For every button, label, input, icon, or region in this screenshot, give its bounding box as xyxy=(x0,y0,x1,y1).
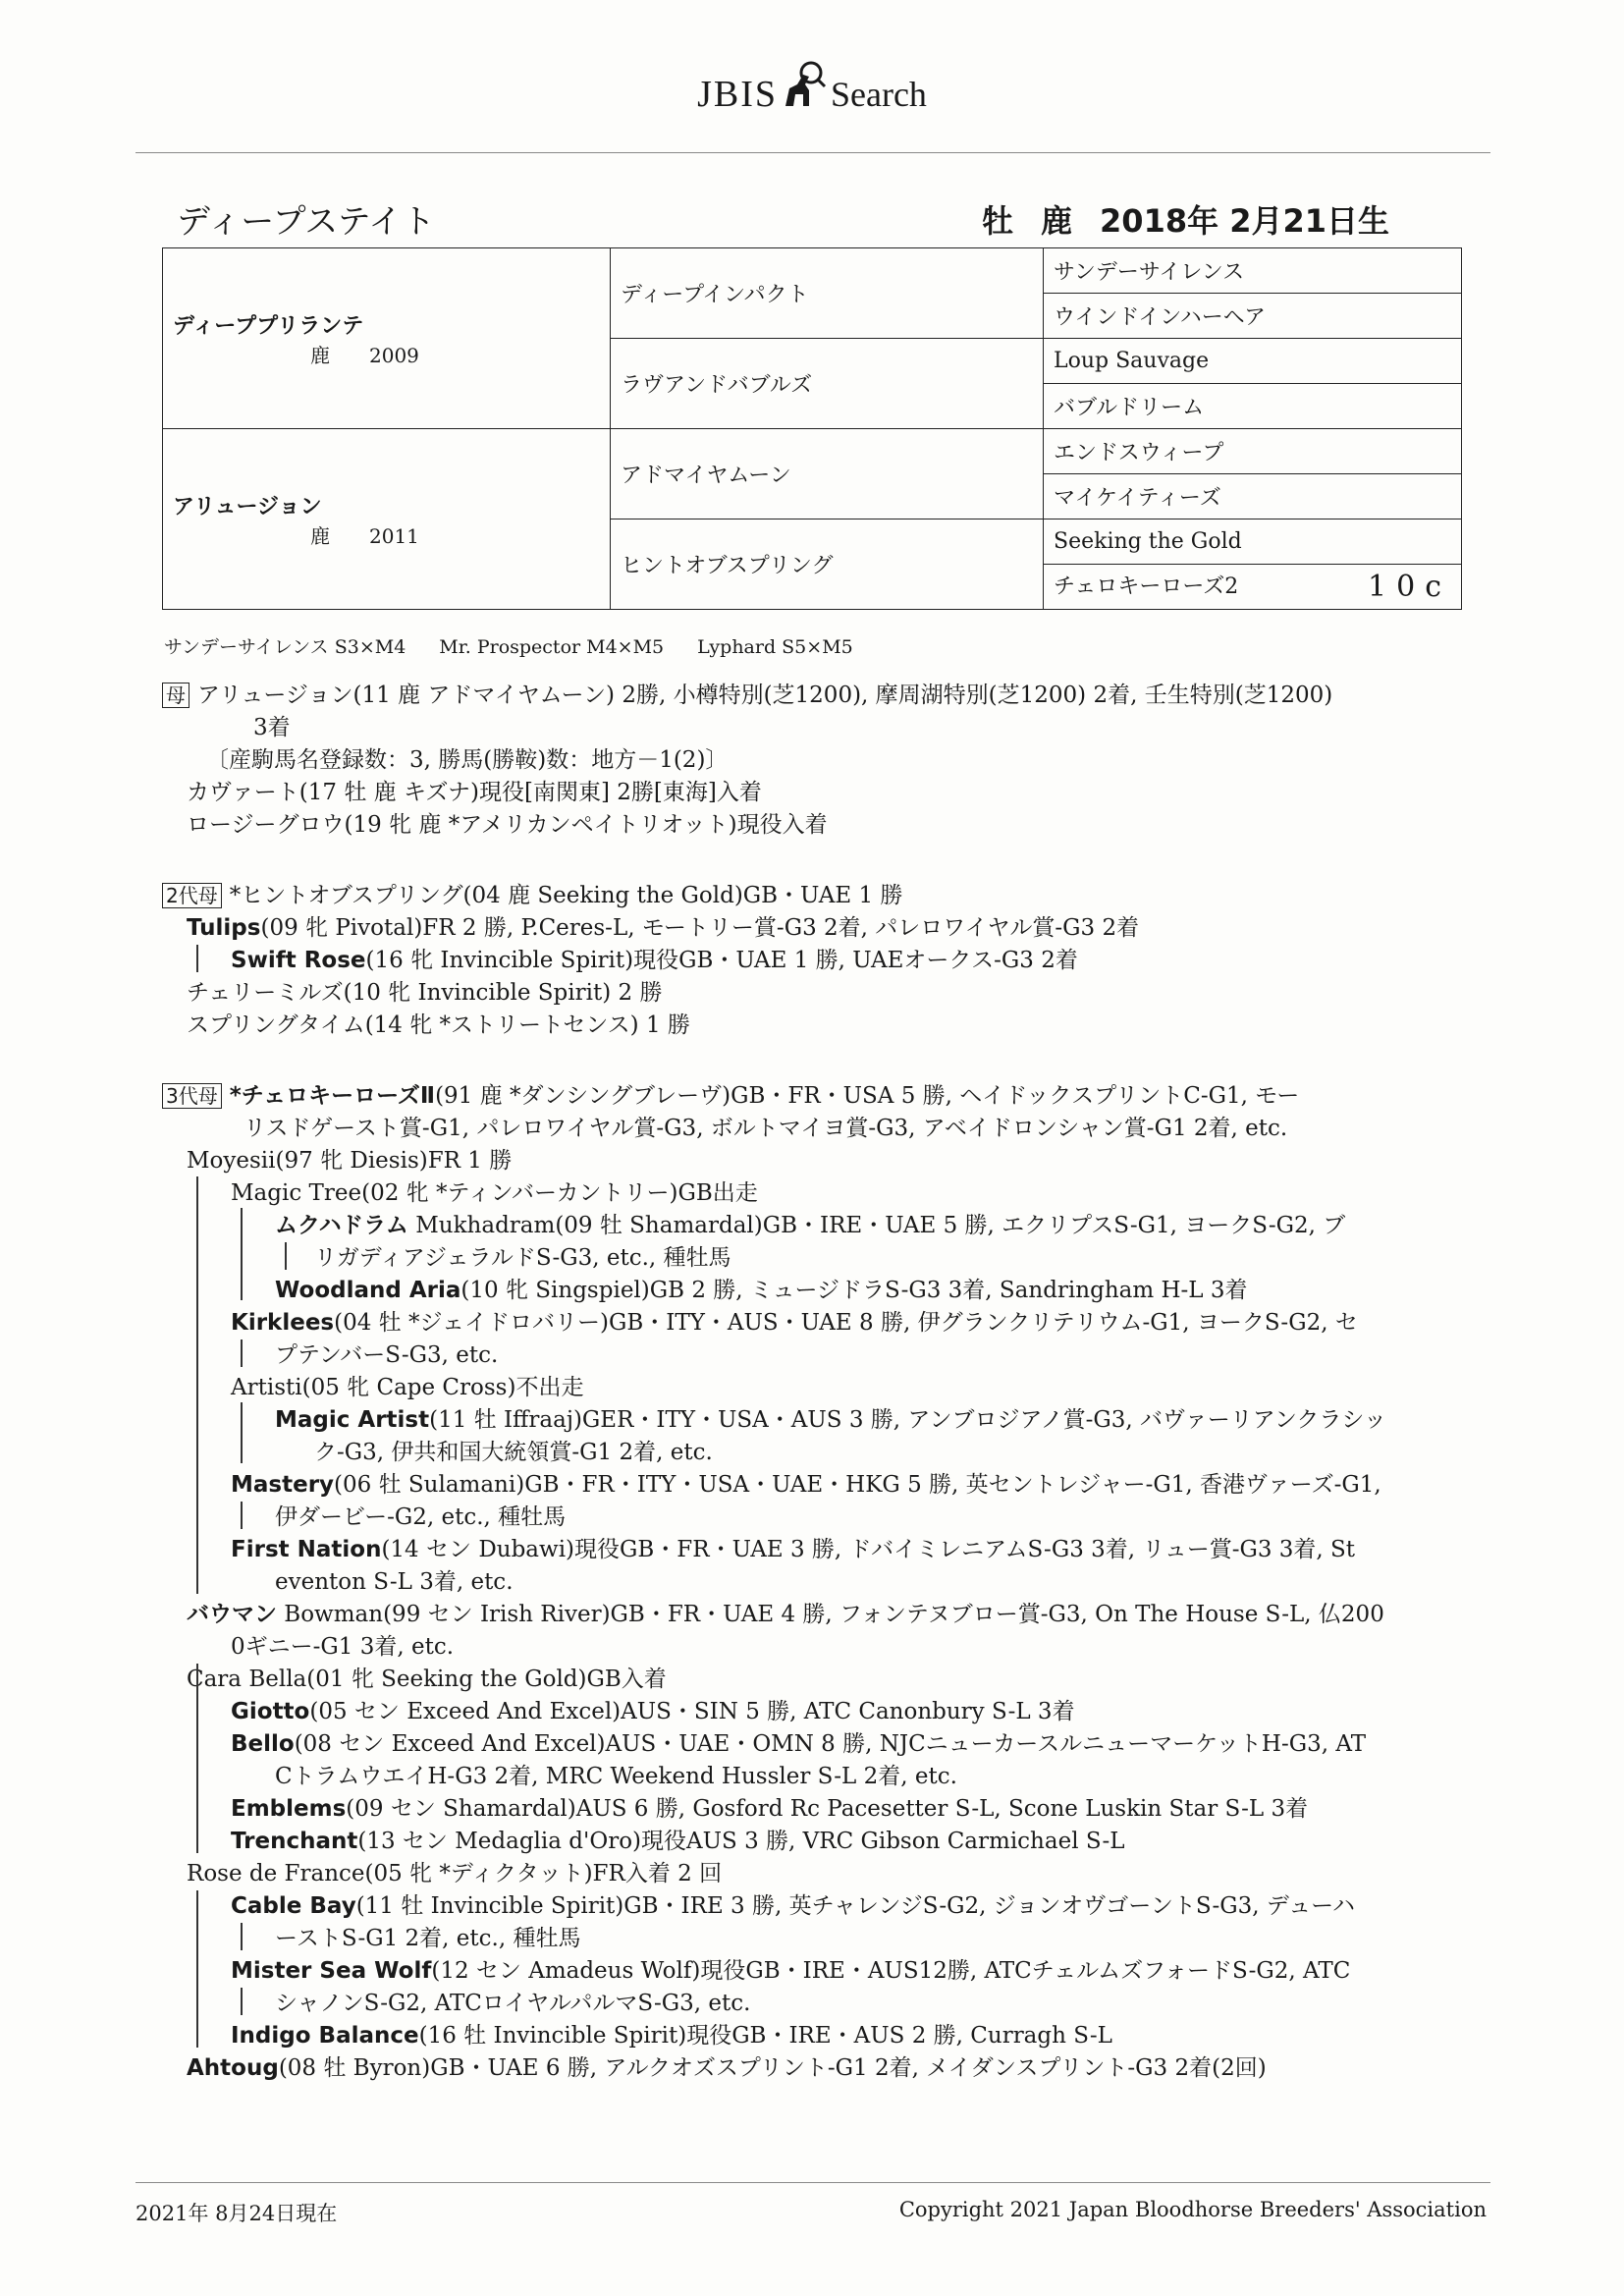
g3-line: Bowman(99 セン Irish River)GB・FR・UAE 4 勝, フォンテヌブロー賞-G3, On The House S-L, 仏200 xyxy=(277,1602,1384,1627)
gen3-cell xyxy=(1044,565,1462,610)
g3-line: (06 牡 Sulamani)GB・FR・ITY・USA・UAE・HKG 5 勝, 英セントレジャー-G1, 香港ヴァーズ-G1, xyxy=(334,1472,1381,1498)
g2-black-type: Tulips xyxy=(187,915,261,941)
jbis-search-logo xyxy=(0,61,1624,116)
g3-line: Artisti(05 牝 Cape Cross)不出走 xyxy=(231,1375,584,1400)
tree-connector xyxy=(196,945,198,972)
g3-black-type: ムクハドラム xyxy=(275,1213,408,1238)
g2-line: *ヒントオブスプリング(04 鹿 Seeking the Gold)GB・UAE 1 勝 xyxy=(229,883,903,908)
header-rule xyxy=(135,152,1490,153)
g3-black-type: Magic Artist xyxy=(275,1407,430,1433)
section-tag-g2: 2代母 xyxy=(162,883,222,908)
dam-name: アリュージョン xyxy=(173,494,322,519)
sire-color: 鹿 xyxy=(310,343,330,367)
g3-black-type: Bello xyxy=(231,1731,295,1757)
g3-black-type: Emblems xyxy=(231,1796,347,1822)
g3-line: Magic Tree(02 牝 *ティンバーカントリー)GB出走 xyxy=(231,1180,758,1206)
horse-sex: 牡 xyxy=(982,202,1014,240)
horse-magnifier-icon xyxy=(780,61,829,112)
section-tag-g3: 3代母 xyxy=(162,1083,222,1109)
tree-connector xyxy=(241,1402,243,1463)
sire-sire-cell: ディープインパクト xyxy=(611,248,1044,339)
inbreeding-item: Lyphard S5×M5 xyxy=(697,636,853,658)
gen3-cell: エンドスウィープ xyxy=(1044,429,1462,474)
g3-line: ク-G3, 伊共和国大統領賞-G1 2着, etc. xyxy=(314,1440,713,1465)
g3-line: (04 牡 *ジェイドロバリー)GB・ITY・AUS・UAE 8 勝, 伊グランクリテリウム-G1, ヨークS-G2, セ xyxy=(334,1310,1358,1336)
logo-search-text: Search xyxy=(830,75,927,114)
g3-black-type: Ahtoug xyxy=(187,2055,279,2081)
tree-connector xyxy=(196,1176,198,1594)
g3-line: 0ギニー-G1 3着, etc. xyxy=(231,1634,455,1660)
g2-line: チェリーミルズ(10 牝 Invincible Spirit) 2 勝 xyxy=(187,980,663,1006)
g3-black-type: Woodland Aria xyxy=(275,1278,461,1303)
horse-name: ディープステイト xyxy=(177,202,436,242)
gen3-cell: ウインドインハーヘア xyxy=(1044,294,1462,339)
dam-line: ロージーグロウ(19 牝 鹿 *アメリカンペイトリオット)現役入着 xyxy=(187,812,828,838)
g3-line: (09 セン Shamardal)AUS 6 勝, Gosford Rc Pacesetter S-L, Scone Luskin Star S-L 3着 xyxy=(346,1796,1309,1822)
footer-rule xyxy=(135,2182,1490,2183)
gen3-cell: サンデーサイレンス xyxy=(1044,248,1462,294)
sire-dam-cell: ラヴアンドバブルズ xyxy=(611,339,1044,429)
inbreeding-line xyxy=(164,632,887,659)
dam-line: カヴァート(17 牡 鹿 キズナ)現役[南関東] 2勝[東海]入着 xyxy=(187,780,762,805)
g3-black-type: Trenchant xyxy=(231,1829,358,1854)
sire-name: ディーププリランテ xyxy=(173,313,364,339)
g3-line: eventon S-L 3着, etc. xyxy=(275,1569,514,1595)
g3-black-type: Indigo Balance xyxy=(231,2023,419,2049)
gen3-cell: マイケイティーズ xyxy=(1044,474,1462,519)
gen3-cell: Loup Sauvage xyxy=(1044,339,1462,384)
dam-line: 3着 xyxy=(253,715,291,740)
tree-connector xyxy=(241,1339,243,1367)
pedigree-table xyxy=(162,247,1462,610)
gen3-cell: Seeking the Gold xyxy=(1044,519,1462,565)
g3-line: シャノンS-G2, ATCロイヤルパルマS-G3, etc. xyxy=(275,1991,751,2016)
horse-color: 鹿 xyxy=(1041,202,1073,240)
dam-cell xyxy=(163,429,611,610)
g3-line: (08 牡 Byron)GB・UAE 6 勝, アルクオズスプリント-G1 2着, メイダンスプリント-G3 2着(2回) xyxy=(278,2055,1267,2081)
g3-black-type: First Nation xyxy=(231,1537,382,1562)
g3-black-type: *チェロキーローズⅡ xyxy=(229,1083,436,1109)
tree-connector xyxy=(196,1664,198,1853)
g3-line: (08 セン Exceed And Excel)AUS・UAE・OMN 8 勝, NJCニューカースルニューマーケットH-G3, AT xyxy=(294,1731,1367,1757)
section-tag-dam: 母 xyxy=(162,683,189,708)
g3-line: ーストS-G1 2着, etc., 種牡馬 xyxy=(275,1926,581,1951)
dam-line: アリュージョン(11 鹿 アドマイヤムーン) 2勝, 小樽特別(芝1200), 摩周湖特別(芝1200) 2着, 壬生特別(芝1200) xyxy=(197,683,1333,708)
g3-line: 伊ダービー-G2, etc., 種牡馬 xyxy=(275,1504,567,1530)
g3-line: Rose de France(05 牝 *ディクタット)FR入着 2 回 xyxy=(187,1861,723,1886)
sire-year: 2009 xyxy=(369,343,419,367)
footer-date: 2021年 8月24日現在 xyxy=(135,2202,338,2225)
g3-line: Moyesii(97 牝 Diesis)FR 1 勝 xyxy=(187,1148,513,1174)
g3-black-type: Giotto xyxy=(231,1699,310,1724)
g3-line: (91 鹿 *ダンシングブレーヴ)GB・FR・USA 5 勝, ヘイドックスプリントC-G1, モー xyxy=(435,1083,1300,1109)
dam-line: 〔産駒馬名登録数：3, 勝馬(勝鞍)数：地方－1(2)〕 xyxy=(206,747,729,773)
g3-black-type: Mastery xyxy=(231,1472,335,1498)
logo-jbis-text: JBIS xyxy=(697,74,778,115)
tree-connector xyxy=(196,1890,198,2048)
g3-black-type: Kirklees xyxy=(231,1310,335,1336)
tree-connector xyxy=(241,1502,243,1529)
dam-sire-cell: アドマイヤムーン xyxy=(611,429,1044,519)
dam-color: 鹿 xyxy=(310,523,330,548)
g3-line: プテンバーS-G3, etc. xyxy=(275,1342,499,1368)
g3-line: (14 セン Dubawi)現役GB・FR・UAE 3 勝, ドバイミレニアムS-G3 3着, リュー賞-G3 3着, St xyxy=(381,1537,1356,1562)
g3-line: (05 セン Exceed And Excel)AUS・SIN 5 勝, ATC Canonbury S-L 3着 xyxy=(309,1699,1075,1724)
sire-cell xyxy=(163,248,611,429)
g3-black-type: Mister Sea Wolf xyxy=(231,1958,432,1984)
footer-copyright: Copyright 2021 Japan Bloodhorse Breeders' Association xyxy=(898,2198,1487,2221)
g3-black-type: バウマン xyxy=(187,1602,277,1627)
g3-line: (12 セン Amadeus Wolf)現役GB・IRE・AUS12勝, ATCチェルムズフォードS-G2, ATC xyxy=(431,1958,1351,1984)
g3-line: (13 セン Medaglia d'Oro)現役AUS 3 勝, VRC Gibson Carmichael S-L xyxy=(357,1829,1125,1854)
horse-birth: 2018年 2月21日生 xyxy=(1100,202,1390,240)
g3-line: リスドゲースト賞-G1, パレロワイヤル賞-G3, ボルトマイヨ賞-G3, アベイドロンシャン賞-G1 2着, etc. xyxy=(244,1116,1288,1141)
g3-line: CトラムウエイH-G3 2着, MRC Weekend Hussler S-L 2着, etc. xyxy=(275,1764,957,1789)
inbreeding-item: サンデーサイレンス S3×M4 xyxy=(164,636,406,658)
tree-connector xyxy=(241,1923,243,1950)
g3-line: (10 牝 Singspiel)GB 2 勝, ミュージドラS-G3 3着, Sandringham H-L 3着 xyxy=(460,1278,1248,1303)
tree-connector xyxy=(285,1242,287,1270)
g3-line: (11 牡 Invincible Spirit)GB・IRE 3 勝, 英チャレンジS-G2, ジョンオヴゴーントS-G3, デューハ xyxy=(355,1893,1356,1919)
g3-line: (16 牡 Invincible Spirit)現役GB・IRE・AUS 2 勝, Curragh S-L xyxy=(418,2023,1112,2049)
dam-year: 2011 xyxy=(369,523,419,548)
g3-line: リガディアジェラルドS-G3, etc., 種牡馬 xyxy=(314,1245,731,1271)
g2-line: (16 牝 Invincible Spirit)現役GB・UAE 1 勝, UAEオークス-G3 2着 xyxy=(365,948,1078,973)
gen3-name: チェロキーローズ2 xyxy=(1054,574,1239,599)
gen3-cell: バブルドリーム xyxy=(1044,384,1462,429)
tree-connector xyxy=(241,1208,243,1300)
g2-black-type: Swift Rose xyxy=(231,948,366,973)
horse-info xyxy=(982,196,1417,242)
g3-black-type: Cable Bay xyxy=(231,1893,356,1919)
inbreeding-item: Mr. Prospector M4×M5 xyxy=(439,636,665,658)
g3-line: Cara Bella(01 牝 Seeking the Gold)GB入着 xyxy=(187,1667,667,1692)
g3-line: Mukhadram(09 牡 Shamardal)GB・IRE・UAE 5 勝, エクリプスS-G1, ヨークS-G2, ブ xyxy=(407,1213,1346,1238)
g2-line: スプリングタイム(14 牝 *ストリートセンス) 1 勝 xyxy=(187,1012,690,1038)
dam-dam-cell: ヒントオブスプリング xyxy=(611,519,1044,610)
g3-line: (11 牡 Iffraaj)GER・ITY・USA・AUS 3 勝, アンブロジアノ賞-G3, バヴァーリアンクラシッ xyxy=(429,1407,1386,1433)
tree-connector xyxy=(241,1988,243,2015)
g2-line: (09 牝 Pivotal)FR 2 勝, P.Ceres-L, モートリー賞-G3 2着, パレロワイヤル賞-G3 2着 xyxy=(260,915,1140,941)
family-code: 10c xyxy=(1368,570,1451,604)
